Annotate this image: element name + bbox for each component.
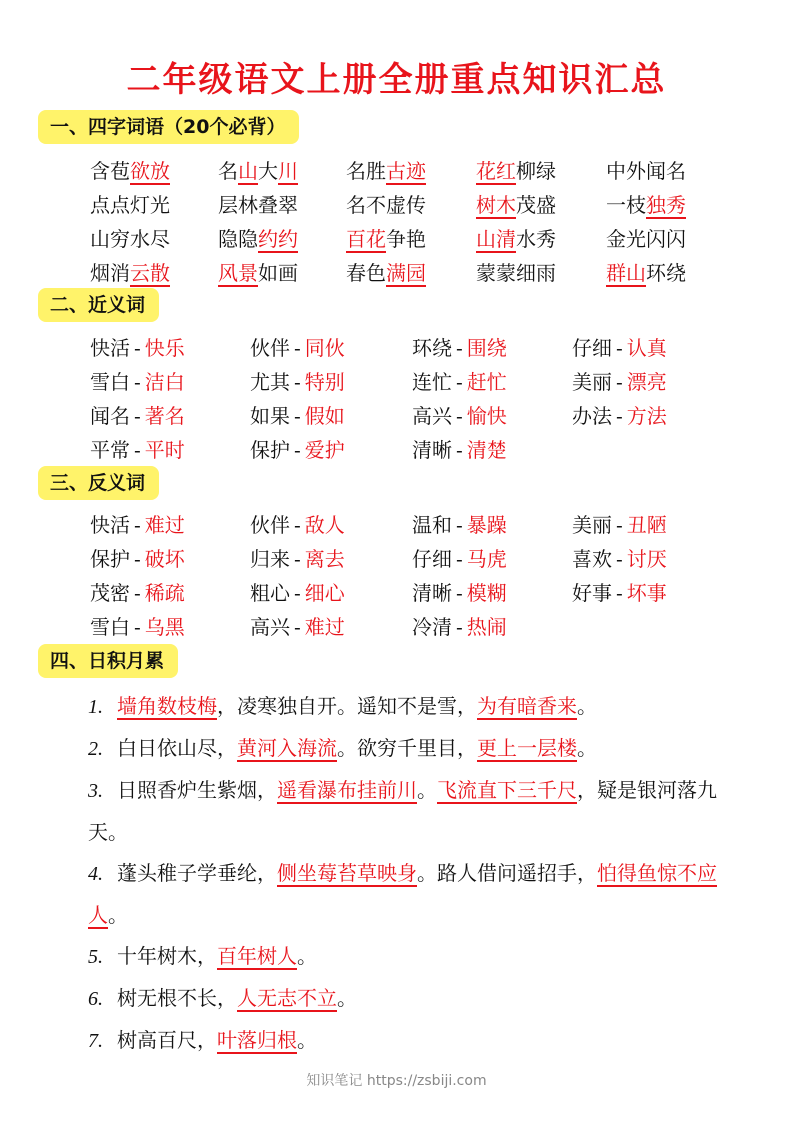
poem-list [88, 686, 753, 1062]
poem-item [88, 770, 753, 853]
plain-text: 。 [297, 944, 317, 968]
plain-text: 。欲穷千里目， [337, 736, 477, 760]
dash-separator: - [134, 438, 141, 462]
dash-separator: - [294, 336, 301, 360]
idiom-item [476, 154, 556, 188]
idiom-item [476, 188, 556, 222]
synonym-word: 认真 [626, 336, 667, 360]
poem-number: 5. [88, 946, 103, 968]
plain-text: 蓬头稚子学垂纶， [117, 861, 277, 885]
antonym-pair [90, 610, 185, 644]
base-word: 茂密 [90, 581, 130, 605]
highlighted-text: 群山 [606, 261, 646, 285]
base-word: 雪白 [90, 615, 130, 639]
base-word: 伙伴 [250, 513, 290, 537]
poem-number: 6. [88, 988, 103, 1010]
synonym-word: 清楚 [466, 438, 507, 462]
idiom-item [346, 256, 426, 290]
poem-number: 1. [88, 696, 103, 718]
plain-text: 名 [218, 159, 238, 183]
idiom-item [218, 188, 298, 222]
dash-separator: - [456, 438, 463, 462]
idiom-item [90, 188, 170, 222]
plain-text: 山穷水尽 [90, 227, 170, 251]
plain-text: 。 [297, 1028, 317, 1052]
base-word: 清晰 [412, 581, 452, 605]
antonym-pair [90, 576, 185, 610]
dash-separator: - [456, 513, 463, 537]
base-word: 仔细 [412, 547, 452, 571]
poem-number: 2. [88, 738, 103, 760]
idiom-item [218, 256, 298, 290]
antonym-word: 模糊 [466, 581, 507, 605]
synonym-pair [572, 365, 667, 399]
highlighted-text: 更上一层楼 [477, 736, 577, 760]
idiom-item [476, 256, 556, 290]
synonym-pair [412, 433, 507, 467]
dash-separator: - [616, 370, 623, 394]
synonym-pair [90, 331, 185, 365]
poem-number: 4. [88, 863, 103, 885]
dash-separator: - [456, 547, 463, 571]
antonym-word: 破坏 [144, 547, 185, 571]
plain-text: 如画 [258, 261, 298, 285]
plain-text: 中外闻名 [606, 159, 686, 183]
synonym-word: 漂亮 [626, 370, 667, 394]
antonym-word: 难过 [304, 615, 345, 639]
poem-item [88, 853, 753, 936]
highlighted-text: 叶落归根 [217, 1028, 297, 1052]
antonym-word: 丑陋 [626, 513, 667, 537]
poem-number: 7. [88, 1030, 103, 1052]
synonym-word: 赶忙 [466, 370, 507, 394]
antonym-pair [250, 576, 345, 610]
highlighted-text: 约约 [258, 227, 298, 251]
base-word: 办法 [572, 404, 612, 428]
plain-text: 春色 [346, 261, 386, 285]
synonym-word: 快乐 [144, 336, 185, 360]
dash-separator: - [294, 547, 301, 571]
antonym-pair [572, 576, 667, 610]
highlighted-text: 风景 [218, 261, 258, 285]
base-word: 快活 [90, 336, 130, 360]
idiom-item [218, 222, 298, 256]
antonym-word: 乌黑 [144, 615, 185, 639]
dash-separator: - [134, 547, 141, 571]
highlighted-text: 独秀 [646, 193, 686, 217]
plain-text: 隐隐 [218, 227, 258, 251]
plain-text: 茂盛 [516, 193, 556, 217]
section-heading-daily: 四、日积月累 [38, 644, 178, 678]
section-heading-antonyms: 三、反义词 [38, 466, 159, 500]
dash-separator: - [456, 615, 463, 639]
highlighted-text: 怕得鱼惊不应人 [88, 861, 717, 927]
idiom-item [218, 154, 298, 188]
highlighted-text: 满园 [386, 261, 426, 285]
dash-separator: - [616, 404, 623, 428]
highlighted-text: 山 [238, 159, 258, 183]
dash-separator: - [294, 370, 301, 394]
antonym-pair [412, 508, 507, 542]
plain-text: 。 [417, 778, 437, 802]
antonym-word: 马虎 [466, 547, 507, 571]
highlighted-text: 黄河入海流 [237, 736, 337, 760]
dash-separator: - [134, 336, 141, 360]
dash-separator: - [294, 513, 301, 537]
synonym-pair [250, 433, 345, 467]
antonym-pair [250, 508, 345, 542]
section-heading-idioms: 一、四字词语（20个必背） [38, 110, 299, 144]
antonym-pair [412, 576, 507, 610]
highlighted-text: 古迹 [386, 159, 426, 183]
idiom-item [346, 154, 426, 188]
base-word: 归来 [250, 547, 290, 571]
plain-text: 白日依山尽， [117, 736, 237, 760]
synonym-pair [412, 399, 507, 433]
plain-text: 。 [577, 736, 597, 760]
plain-text: 名不虚传 [346, 193, 426, 217]
antonym-pair [90, 508, 185, 542]
base-word: 连忙 [412, 370, 452, 394]
section-heading-synonyms: 二、近义词 [38, 288, 159, 322]
plain-text: 树无根不长， [117, 986, 237, 1010]
idiom-item [606, 154, 686, 188]
base-word: 尤其 [250, 370, 290, 394]
idiom-item [346, 222, 426, 256]
synonym-pair [250, 365, 345, 399]
synonym-word: 方法 [626, 404, 667, 428]
antonym-word: 稀疏 [144, 581, 185, 605]
synonym-pair [412, 365, 507, 399]
highlighted-text: 花红 [476, 159, 516, 183]
highlighted-text: 百年树人 [217, 944, 297, 968]
idiom-item [90, 256, 170, 290]
dash-separator: - [616, 513, 623, 537]
dash-separator: - [134, 581, 141, 605]
antonym-word: 敌人 [304, 513, 345, 537]
plain-text: 争艳 [386, 227, 426, 251]
base-word: 冷清 [412, 615, 452, 639]
plain-text: 。 [577, 694, 597, 718]
dash-separator: - [616, 336, 623, 360]
idiom-item [90, 222, 170, 256]
dash-separator: - [134, 513, 141, 537]
plain-text: 一枝 [606, 193, 646, 217]
poem-item [88, 978, 753, 1020]
plain-text: 大 [258, 159, 278, 183]
page-title: 二年级语文上册全册重点知识汇总 [126, 60, 667, 100]
synonym-word: 平时 [144, 438, 185, 462]
antonym-word: 坏事 [626, 581, 667, 605]
plain-text: 日照香炉生紫烟， [117, 778, 277, 802]
antonym-pair [572, 508, 667, 542]
highlighted-text: 人无志不立 [237, 986, 337, 1010]
plain-text: 。 [108, 903, 128, 927]
base-word: 清晰 [412, 438, 452, 462]
base-word: 高兴 [412, 404, 452, 428]
antonym-word: 细心 [304, 581, 345, 605]
highlighted-text: 川 [278, 159, 298, 183]
synonym-pair [412, 331, 507, 365]
synonym-word: 洁白 [144, 370, 185, 394]
antonym-pair [412, 610, 507, 644]
plain-text: 点点灯光 [90, 193, 170, 217]
dash-separator: - [294, 581, 301, 605]
dash-separator: - [456, 404, 463, 428]
poem-item [88, 728, 753, 770]
poem-item [88, 936, 753, 978]
base-word: 高兴 [250, 615, 290, 639]
synonym-word: 假如 [304, 404, 345, 428]
antonym-pair [250, 610, 345, 644]
highlighted-text: 遥看瀑布挂前川 [277, 778, 417, 802]
base-word: 平常 [90, 438, 130, 462]
synonym-pair [90, 433, 185, 467]
footer-watermark: 知识笔记 https://zsbiji.com [306, 1073, 487, 1089]
idiom-item [606, 222, 686, 256]
synonym-pair [250, 331, 345, 365]
antonym-word: 讨厌 [626, 547, 667, 571]
highlighted-text: 山清 [476, 227, 516, 251]
synonym-word: 特别 [304, 370, 345, 394]
base-word: 如果 [250, 404, 290, 428]
dash-separator: - [294, 438, 301, 462]
highlighted-text: 树木 [476, 193, 516, 217]
plain-text: 柳绿 [516, 159, 556, 183]
plain-text: 层林叠翠 [218, 193, 298, 217]
base-word: 雪白 [90, 370, 130, 394]
plain-text: 十年树木， [117, 944, 217, 968]
base-word: 喜欢 [572, 547, 612, 571]
idiom-item [606, 188, 686, 222]
synonym-word: 同伙 [304, 336, 345, 360]
synonym-pair [572, 399, 667, 433]
plain-text: ，疑是银河落九天。 [88, 778, 717, 844]
poem-item [88, 1020, 753, 1062]
base-word: 保护 [250, 438, 290, 462]
dash-separator: - [134, 404, 141, 428]
highlighted-text: 侧坐莓苔草映身 [277, 861, 417, 885]
dash-separator: - [456, 370, 463, 394]
base-word: 美丽 [572, 370, 612, 394]
highlighted-text: 为有暗香来 [477, 694, 577, 718]
antonym-pair [90, 542, 185, 576]
base-word: 保护 [90, 547, 130, 571]
synonym-pair [250, 399, 345, 433]
plain-text: 金光闪闪 [606, 227, 686, 251]
plain-text: 。路人借问遥招手， [417, 861, 597, 885]
synonym-word: 爱护 [304, 438, 345, 462]
idiom-item [476, 222, 556, 256]
poem-item [88, 686, 753, 728]
plain-text: 烟消 [90, 261, 130, 285]
plain-text: 名胜 [346, 159, 386, 183]
base-word: 粗心 [250, 581, 290, 605]
dash-separator: - [294, 404, 301, 428]
poem-number: 3. [88, 780, 103, 802]
base-word: 仔细 [572, 336, 612, 360]
antonym-word: 热闹 [466, 615, 507, 639]
antonym-pair [250, 542, 345, 576]
highlighted-text: 飞流直下三千尺 [437, 778, 577, 802]
plain-text: 含苞 [90, 159, 130, 183]
dash-separator: - [616, 581, 623, 605]
base-word: 伙伴 [250, 336, 290, 360]
synonym-pair [572, 331, 667, 365]
antonym-pair [572, 542, 667, 576]
plain-text: 。 [337, 986, 357, 1010]
idiom-item [606, 256, 686, 290]
highlighted-text: 欲放 [130, 159, 170, 183]
synonym-word: 著名 [144, 404, 185, 428]
antonym-pair [412, 542, 507, 576]
base-word: 快活 [90, 513, 130, 537]
plain-text: 环绕 [646, 261, 686, 285]
base-word: 温和 [412, 513, 452, 537]
dash-separator: - [456, 336, 463, 360]
highlighted-text: 百花 [346, 227, 386, 251]
plain-text: 蒙蒙细雨 [476, 261, 556, 285]
antonym-word: 离去 [304, 547, 345, 571]
synonym-pair [90, 365, 185, 399]
dash-separator: - [616, 547, 623, 571]
synonym-pair [90, 399, 185, 433]
dash-separator: - [456, 581, 463, 605]
plain-text: 树高百尺， [117, 1028, 217, 1052]
highlighted-text: 墙角数枝梅 [117, 694, 217, 718]
idiom-item [90, 154, 170, 188]
base-word: 环绕 [412, 336, 452, 360]
base-word: 好事 [572, 581, 612, 605]
highlighted-text: 云散 [130, 261, 170, 285]
dash-separator: - [294, 615, 301, 639]
idiom-item [346, 188, 426, 222]
synonym-word: 愉快 [466, 404, 507, 428]
dash-separator: - [134, 370, 141, 394]
antonym-word: 难过 [144, 513, 185, 537]
base-word: 美丽 [572, 513, 612, 537]
plain-text: 水秀 [516, 227, 556, 251]
synonym-word: 围绕 [466, 336, 507, 360]
plain-text: ，凌寒独自开。遥知不是雪， [217, 694, 477, 718]
base-word: 闻名 [90, 404, 130, 428]
dash-separator: - [134, 615, 141, 639]
antonym-word: 暴躁 [466, 513, 507, 537]
